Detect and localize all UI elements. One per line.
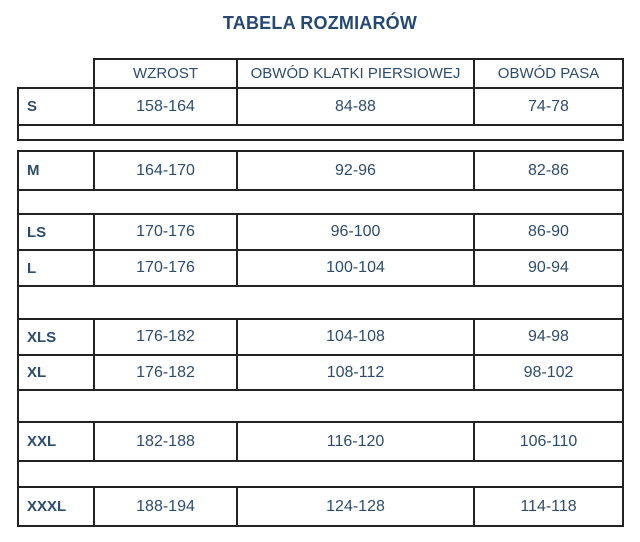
size-label: M bbox=[18, 151, 94, 190]
waist-value: 86-90 bbox=[474, 214, 623, 250]
size-label: XLS bbox=[18, 319, 94, 355]
corner-cell bbox=[18, 59, 94, 88]
height-value: 176-182 bbox=[94, 355, 237, 390]
table-row-xxxl bbox=[18, 487, 623, 526]
spacer-row bbox=[18, 125, 623, 140]
table-row-s bbox=[18, 88, 623, 125]
table-row-l bbox=[18, 250, 623, 286]
height-value: 182-188 bbox=[94, 422, 237, 461]
table-row-xls bbox=[18, 319, 623, 355]
chest-value: 124-128 bbox=[237, 487, 474, 526]
chest-value: 100-104 bbox=[237, 250, 474, 286]
waist-value: 106-110 bbox=[474, 422, 623, 461]
size-table bbox=[17, 58, 624, 527]
size-label: LS bbox=[18, 214, 94, 250]
spacer-row bbox=[18, 286, 623, 319]
spacer-row bbox=[18, 390, 623, 422]
table-row-xxl bbox=[18, 422, 623, 461]
spacer-row bbox=[18, 190, 623, 214]
height-value: 158-164 bbox=[94, 88, 237, 125]
size-label: XXXL bbox=[18, 487, 94, 526]
spacer-row bbox=[18, 461, 623, 487]
chest-value: 108-112 bbox=[237, 355, 474, 390]
size-label: XL bbox=[18, 355, 94, 390]
waist-value: 82-86 bbox=[474, 151, 623, 190]
page-title: TABELA ROZMIARÓW bbox=[222, 13, 418, 33]
col-header-height: WZROST bbox=[94, 59, 237, 88]
table-row-xl bbox=[18, 355, 623, 390]
size-label: XXL bbox=[18, 422, 94, 461]
height-value: 170-176 bbox=[94, 250, 237, 286]
waist-value: 74-78 bbox=[474, 88, 623, 125]
col-header-chest: OBWÓD KLATKI PIERSIOWEJ bbox=[237, 59, 474, 88]
height-value: 170-176 bbox=[94, 214, 237, 250]
waist-value: 98-102 bbox=[474, 355, 623, 390]
chest-value: 116-120 bbox=[237, 422, 474, 461]
table-header-row bbox=[18, 59, 623, 88]
chest-value: 96-100 bbox=[237, 214, 474, 250]
table-row-m bbox=[18, 151, 623, 190]
size-label: S bbox=[18, 88, 94, 125]
chest-value: 104-108 bbox=[237, 319, 474, 355]
table-row-ls bbox=[18, 214, 623, 250]
gap-row bbox=[18, 140, 623, 151]
waist-value: 114-118 bbox=[474, 487, 623, 526]
height-value: 188-194 bbox=[94, 487, 237, 526]
height-value: 164-170 bbox=[94, 151, 237, 190]
col-header-waist: OBWÓD PASA bbox=[474, 59, 623, 88]
chest-value: 84-88 bbox=[237, 88, 474, 125]
height-value: 176-182 bbox=[94, 319, 237, 355]
chest-value: 92-96 bbox=[237, 151, 474, 190]
waist-value: 90-94 bbox=[474, 250, 623, 286]
waist-value: 94-98 bbox=[474, 319, 623, 355]
size-label: L bbox=[18, 250, 94, 286]
